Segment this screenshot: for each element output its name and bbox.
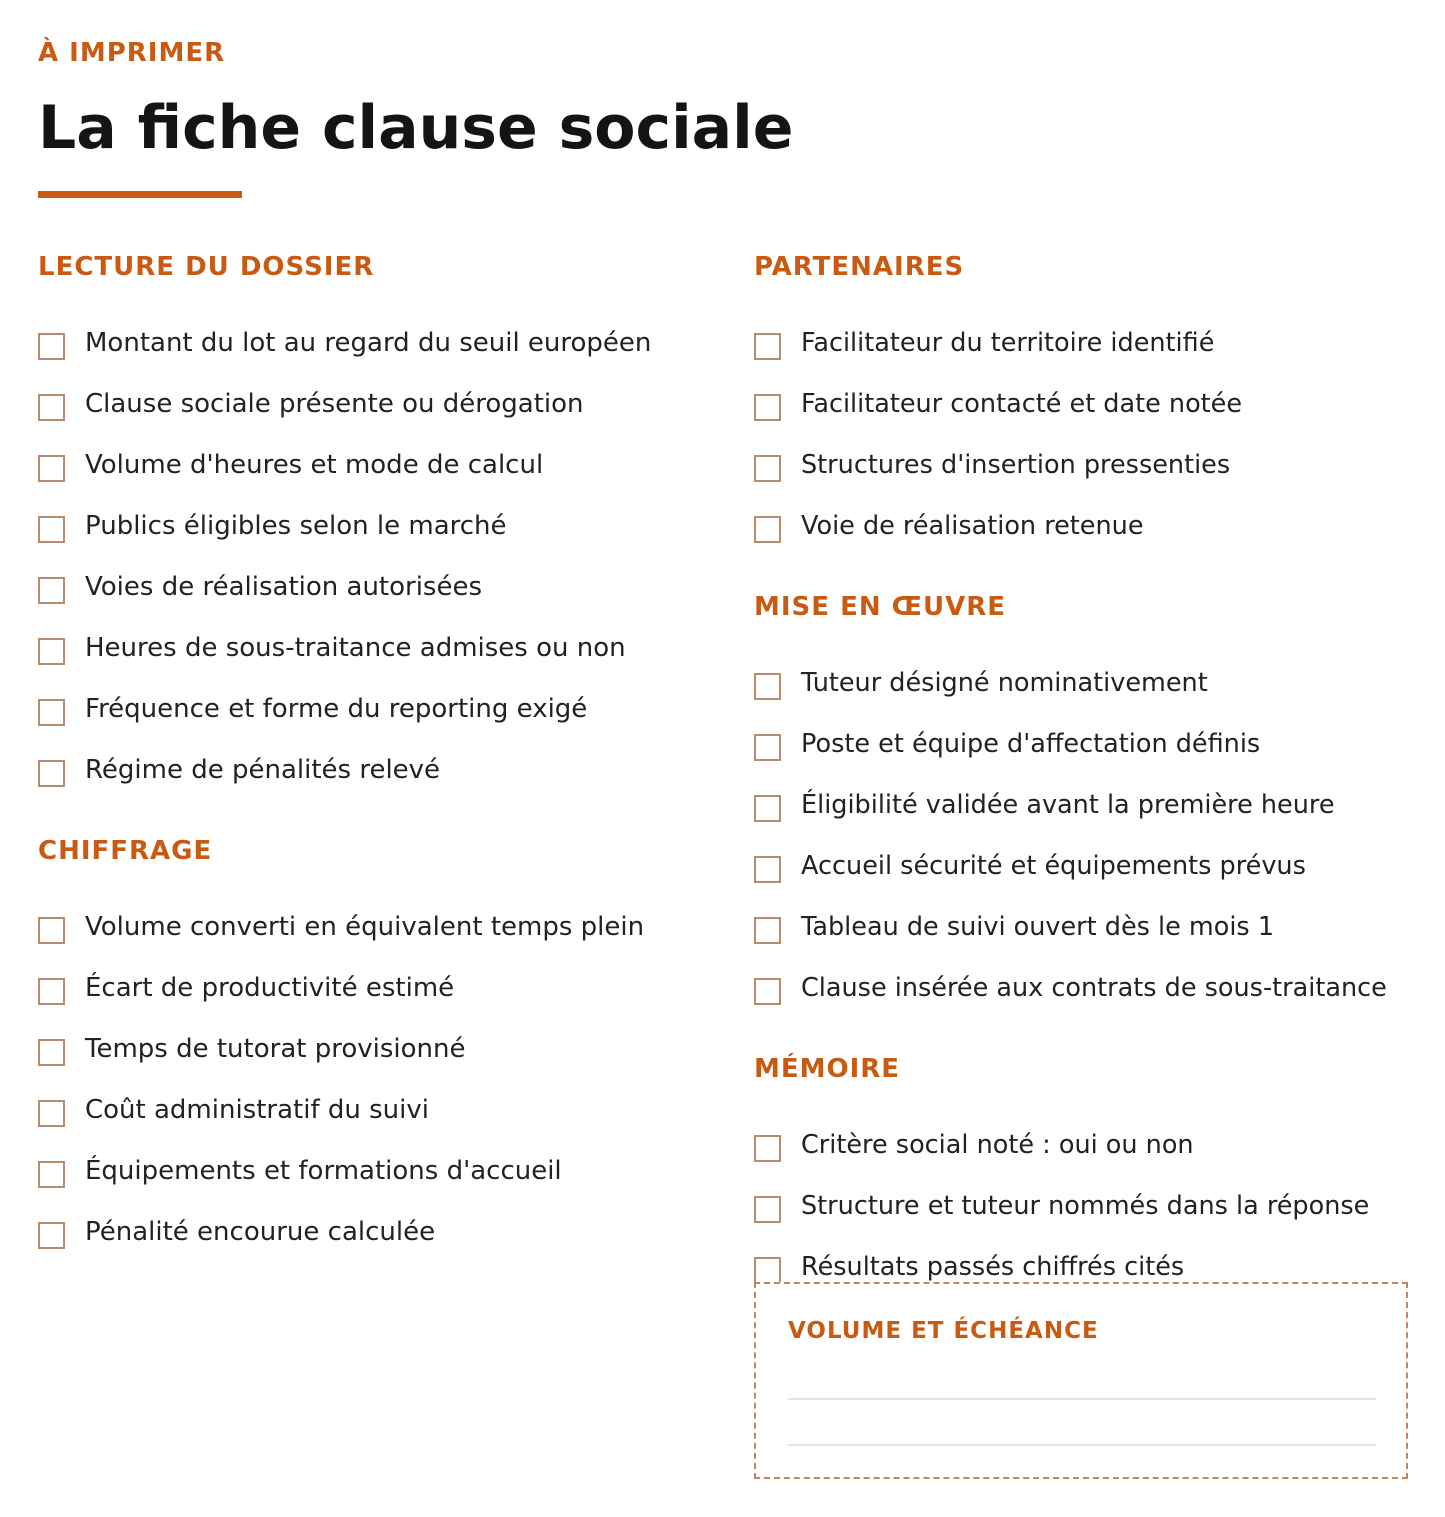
empty-checkbox-icon[interactable] — [38, 455, 65, 482]
writing-line[interactable] — [788, 1398, 1376, 1400]
checklist-lecture — [38, 312, 728, 800]
checklist-item[interactable] — [38, 739, 728, 800]
checklist-item[interactable] — [754, 774, 1414, 835]
checklist-item[interactable] — [38, 1079, 728, 1140]
empty-checkbox-icon[interactable] — [38, 1161, 65, 1188]
checklist-item[interactable] — [754, 652, 1414, 713]
empty-checkbox-icon[interactable] — [754, 856, 781, 883]
empty-checkbox-icon[interactable] — [38, 638, 65, 665]
writing-line[interactable] — [788, 1444, 1376, 1446]
item-label: Heures de sous-traitance admises ou non — [85, 632, 626, 663]
section-title-chiffrage: CHIFFRAGE — [38, 836, 213, 866]
item-label: Équipements et formations d'accueil — [85, 1155, 562, 1186]
title-underline — [38, 191, 242, 198]
section-spacer — [754, 556, 1414, 590]
empty-checkbox-icon[interactable] — [754, 394, 781, 421]
empty-checkbox-icon[interactable] — [38, 516, 65, 543]
empty-checkbox-icon[interactable] — [38, 1222, 65, 1249]
item-label: Éligibilité validée avant la première heure — [801, 789, 1335, 820]
item-label: Poste et équipe d'affectation définis — [801, 728, 1261, 759]
checklist-item[interactable] — [38, 678, 728, 739]
item-label: Clause sociale présente ou dérogation — [85, 388, 584, 419]
checklist-item[interactable] — [38, 1018, 728, 1079]
item-label: Temps de tutorat provisionné — [85, 1033, 466, 1064]
item-label: Montant du lot au regard du seuil européen — [85, 327, 652, 358]
item-label: Volume d'heures et mode de calcul — [85, 449, 544, 480]
item-label: Pénalité encourue calculée — [85, 1216, 436, 1247]
item-label: Coût administratif du suivi — [85, 1094, 429, 1125]
checklist-item[interactable] — [38, 896, 728, 957]
empty-checkbox-icon[interactable] — [754, 455, 781, 482]
empty-checkbox-icon[interactable] — [38, 394, 65, 421]
item-label: Facilitateur du territoire identifié — [801, 327, 1215, 358]
empty-checkbox-icon[interactable] — [38, 978, 65, 1005]
checklist-item[interactable] — [754, 495, 1414, 556]
empty-checkbox-icon[interactable] — [38, 1100, 65, 1127]
notes-box-title: VOLUME ET ÉCHÉANCE — [788, 1318, 1099, 1344]
item-label: Fréquence et forme du reporting exigé — [85, 693, 588, 724]
left-column — [38, 250, 728, 1262]
checklist-item[interactable] — [38, 617, 728, 678]
checklist-item[interactable] — [38, 1201, 728, 1262]
page-header — [38, 36, 1038, 164]
empty-checkbox-icon[interactable] — [38, 1039, 65, 1066]
checklist-item[interactable] — [754, 835, 1414, 896]
checklist-memoire — [754, 1114, 1414, 1297]
item-label: Résultats passés chiffrés cités — [801, 1251, 1185, 1282]
right-column — [754, 250, 1414, 1297]
checklist-item[interactable] — [754, 312, 1414, 373]
checklist-item[interactable] — [38, 556, 728, 617]
checklist-item[interactable] — [754, 1114, 1414, 1175]
checklist-item[interactable] — [754, 957, 1414, 1018]
empty-checkbox-icon[interactable] — [754, 673, 781, 700]
empty-checkbox-icon[interactable] — [754, 1196, 781, 1223]
item-label: Volume converti en équivalent temps plein — [85, 911, 645, 942]
item-label: Tableau de suivi ouvert dès le mois 1 — [801, 911, 1275, 942]
empty-checkbox-icon[interactable] — [754, 1257, 781, 1284]
empty-checkbox-icon[interactable] — [754, 516, 781, 543]
item-label: Accueil sécurité et équipements prévus — [801, 850, 1306, 881]
section-title-partenaires: PARTENAIRES — [754, 252, 965, 282]
section-title-memoire: MÉMOIRE — [754, 1054, 901, 1084]
item-label: Publics éligibles selon le marché — [85, 510, 507, 541]
empty-checkbox-icon[interactable] — [754, 917, 781, 944]
item-label: Voie de réalisation retenue — [801, 510, 1144, 541]
checklist-item[interactable] — [754, 434, 1414, 495]
empty-checkbox-icon[interactable] — [754, 795, 781, 822]
checklist-item[interactable] — [38, 434, 728, 495]
checklist-item[interactable] — [754, 1175, 1414, 1236]
checklist-item[interactable] — [38, 312, 728, 373]
item-label: Structure et tuteur nommés dans la réponse — [801, 1190, 1370, 1221]
empty-checkbox-icon[interactable] — [38, 577, 65, 604]
empty-checkbox-icon[interactable] — [38, 333, 65, 360]
item-label: Facilitateur contacté et date notée — [801, 388, 1243, 419]
eyebrow-label: À IMPRIMER — [38, 38, 226, 68]
empty-checkbox-icon[interactable] — [754, 978, 781, 1005]
checklist-partenaires — [754, 312, 1414, 556]
item-label: Écart de productivité estimé — [85, 972, 455, 1003]
item-label: Clause insérée aux contrats de sous-traitance — [801, 972, 1387, 1003]
checklist-item[interactable] — [38, 957, 728, 1018]
checklist-chiffrage — [38, 896, 728, 1262]
checklist-item[interactable] — [754, 896, 1414, 957]
checklist-mise-en-oeuvre — [754, 652, 1414, 1018]
notes-box — [754, 1282, 1408, 1479]
section-spacer — [754, 1018, 1414, 1052]
checklist-item[interactable] — [754, 713, 1414, 774]
empty-checkbox-icon[interactable] — [754, 734, 781, 761]
checklist-item[interactable] — [38, 495, 728, 556]
section-spacer — [38, 800, 728, 834]
item-label: Tuteur désigné nominativement — [801, 667, 1208, 698]
checklist-item[interactable] — [754, 373, 1414, 434]
item-label: Voies de réalisation autorisées — [85, 571, 483, 602]
item-label: Régime de pénalités relevé — [85, 754, 441, 785]
empty-checkbox-icon[interactable] — [38, 760, 65, 787]
checklist-item[interactable] — [38, 373, 728, 434]
empty-checkbox-icon[interactable] — [38, 699, 65, 726]
section-title-lecture: LECTURE DU DOSSIER — [38, 252, 375, 282]
checklist-item[interactable] — [38, 1140, 728, 1201]
empty-checkbox-icon[interactable] — [754, 333, 781, 360]
section-title-mise-en-oeuvre: MISE EN ŒUVRE — [754, 592, 1007, 622]
page-title: La fiche clause sociale — [38, 93, 794, 163]
empty-checkbox-icon[interactable] — [38, 917, 65, 944]
item-label: Critère social noté : oui ou non — [801, 1129, 1194, 1160]
empty-checkbox-icon[interactable] — [754, 1135, 781, 1162]
item-label: Structures d'insertion pressenties — [801, 449, 1231, 480]
